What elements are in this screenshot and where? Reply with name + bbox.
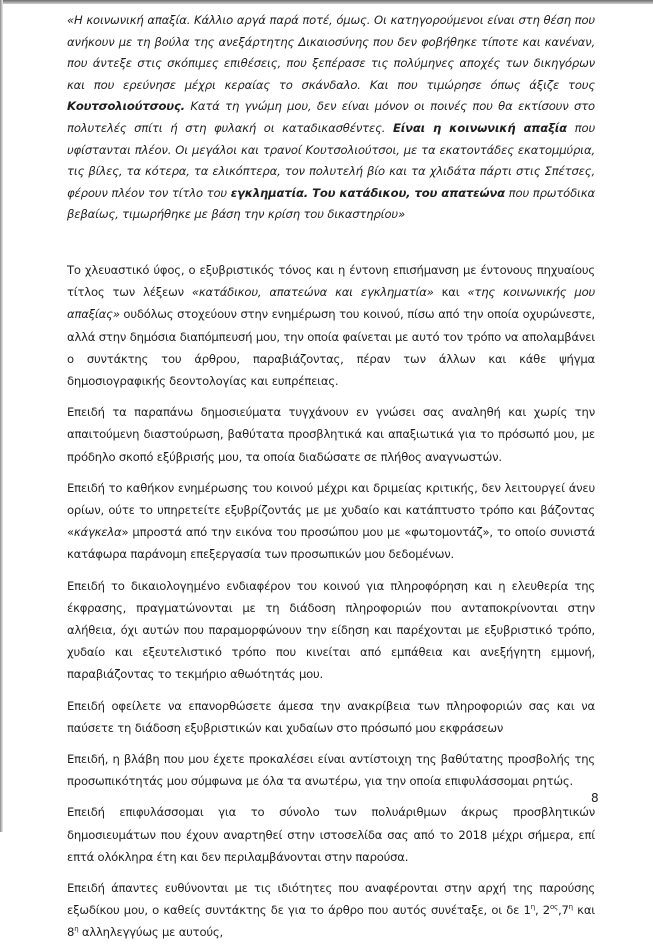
scan-top-edge <box>0 0 653 4</box>
paragraph-6: Επειδή, η βλάβη που μου έχετε προκαλέσει είναι αντίστοιχη της βαθύτατης προσβολής της προσωπικότητάς μου σύμφωνα με όλα τα ανωτέρω, για την οποία επιφυλάσσομαι ρητώς. <box>67 752 595 789</box>
para-text: Επειδή το καθήκον ενημέρωσης του κοινού μέχρι και δριμείας κριτικής, δεν λειτουργεί άνευ ορίων, ούτε το υπηρετείτε εξυβρίζοντάς με με χυδαίο και κατάπτυστο τρόπο και βάζοντας « <box>67 480 595 540</box>
para-text: και <box>433 285 468 300</box>
document-body <box>67 10 595 944</box>
para-text: » μπροστά από την εικόνα του προσώπου μου με «φωτομοντάζ», το οποίο συνιστά κατάφωρα παράνομη επεξεργασία των προσωπικών μου δεδομένων. <box>67 525 595 562</box>
superscript: η <box>530 903 535 912</box>
quote-text: Κατά τη γνώμη μου, δεν είναι μόνον οι ποινές που θα εκτίσουν στο πολυτελές σπίτι ή στη φυλακή οι καταδικασθέντες. <box>67 99 595 135</box>
para-italic: «της κοινωνικής μου απαξίας» <box>67 285 595 322</box>
scan-left-edge <box>0 0 3 832</box>
paragraph-4: Επειδή το δικαιολογημένο ενδιαφέρον του κοινού για πληροφόρηση και η ελευθερία της έκφρασης, πραγματώνονται με τη διάδοση πληροφοριών που ανταποκρίνονται στην αλήθεια, όχι αυτών που παραμορφώνουν την είδηση και παρέχονται με εξυβριστικό τρόπο, χυδαίο και εξευτελιστικό τρόπο που κινείται από εμπάθεια και ανεξήγητη εμμονή, παραβιάζοντας το τεκμήριο αθωότητάς μου. <box>67 578 595 682</box>
para-italic: «κατάδικου, απατεώνα και εγκληματία» <box>191 285 434 300</box>
quote-bold: Είναι η κοινωνική απαξία <box>392 120 567 135</box>
para-text: , 2 <box>534 903 550 918</box>
para-text: Το χλευαστικό ύφος, ο εξυβριστικός τόνος και η έντονη επισήμανση με έντονους πηχυαίους τίτλος των λέξεων <box>67 262 595 300</box>
paragraph-8 <box>67 877 595 944</box>
quote-bold: Κουτσολιούτσους. <box>67 99 185 114</box>
para-text: αλληλεγγύως με αυτούς, <box>78 925 223 940</box>
para-text: ουδόλως στοχεύουν στην ενημέρωση του κοινού, πίσω από την οποία οχυρώνεστε, αλλά στην δημόσια διαπόμπευσή μου, την οποία φαίνεται με αυτό τον τρόπο να απολαμβάνει ο συντάκτης του άρθρου, παραβιάζοντας, πέραν των άλλων και κάθε ψήγμα δημοσιογραφικής δεοντολογίας και ευπρέπειας. <box>67 307 595 388</box>
paragraph-5: Επειδή οφείλετε να επανορθώσετε άμεσα την ανακρίβεια των πληροφοριών σας και να παύσετε τη διάδοση εξυβριστικών και χυδαίων στο πρόσωπό μου εκφράσεων <box>67 698 595 735</box>
para-text: και 8 <box>67 903 595 940</box>
superscript: ος <box>549 903 558 912</box>
quoted-excerpt <box>67 10 595 226</box>
paragraph-1 <box>67 259 595 392</box>
quote-text: που πρωτόδικα βεβαίως, τιμωρήθηκε με βάση την κρίση του δικαστηρίου» <box>67 185 596 222</box>
para-text: Επειδή άπαντες ευθύνονται με τις ιδιότητες που αναφέρονται στην αρχή της παρούσης εξωδίκου μου, ο καθείς συντάκτης δε για το άρθρο που αυτός συνέταξε, οι δε 1 <box>67 881 595 918</box>
para-italic: κάγκελα <box>73 525 122 540</box>
paragraph-2: Επειδή τα παραπάνω δημοσιεύματα τυγχάνουν εν γνώσει σας αναληθή και χωρίς την απαιτούμενη διαστούρωση, βαθύτατα προσβλητικά και απαξιωτικά για το πρόσωπό μου, με πρόδηλο σκοπό εξύβρισής μου, τα οποία διαδώσατε σε πλήθος αναγνωστών. <box>67 405 595 464</box>
page-number: 8 <box>591 791 599 805</box>
para-text: ,7 <box>557 903 569 918</box>
paragraph-3 <box>67 477 595 566</box>
quote-text: «Η κοινωνική απαξία. Κάλλιο αργά παρά ποτέ, όμως. Οι κατηγορούμενοι είναι στη θέση που ανήκουν με τη βούλα της ανεξάρτητης Δικαιοσύνης που δεν φοβήθηκε τίποτε και κανέναν, που άντεξε στις σκόπιμες επιθέσεις, που ξεπέρασε τις πολύμηνες αποχές των δικηγόρων και που ερεύνησε μέχρι κεραίας το σκάνδαλο. Και που τιμώρησε όπως άξιζε τους <box>67 13 595 92</box>
superscript: η <box>74 925 79 934</box>
quote-bold: εγκληματία. Του κατάδικου, του απατεώνα <box>230 185 505 200</box>
paragraph-7: Επειδή επιφυλάσσομαι για το σύνολο των πολυάριθμων άκρως προσβλητικών δημοσιευμάτων που έχουν αναρτηθεί στην ιστοσελίδα σας από το 2018 μέχρι σήμερα, επί επτά ολόκληρα έτη και δεν περιλαμβάνονται στην παρούσα. <box>67 805 595 864</box>
superscript: η <box>568 903 573 912</box>
quote-text: που υφίστανται πλέον. Οι μεγάλοι και τρανοί Κουτσολιούτσοι, με τα εκατοντάδες εκατομμύρια, τις βίλες, τα κότερα, τα ελικόπτερα, τον πολυτελή βίο και τα χλιδάτα πάρτι στις Σπέτσες, φέρουν πλέον τον τίτλο του <box>67 120 596 200</box>
